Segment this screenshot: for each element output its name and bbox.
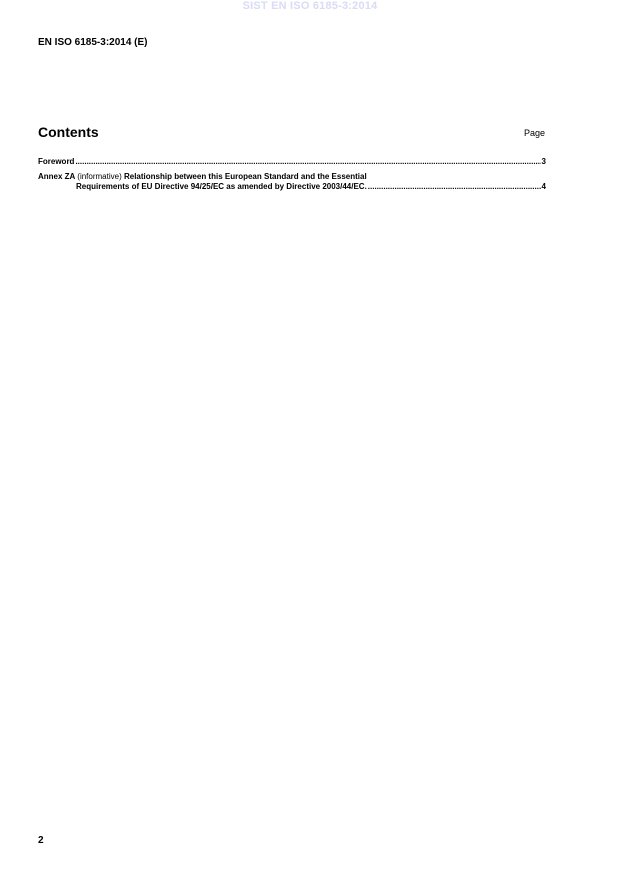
toc-entry-line1[interactable]	[38, 172, 367, 182]
dot-leader	[75, 157, 540, 167]
watermark: SIST EN ISO 6185-3:2014	[242, 0, 378, 12]
toc-entry-title[interactable]: Foreword	[38, 157, 75, 166]
toc-entry-annex-za[interactable]	[38, 172, 546, 192]
annex-title-line1: Relationship between this European Standard and the Essential	[123, 172, 367, 181]
dot-leader	[368, 182, 541, 192]
page-number: 2	[38, 835, 44, 846]
toc-entry-foreword[interactable]	[38, 157, 546, 167]
annex-type: (informative)	[77, 172, 122, 181]
annex-title-line2[interactable]: Requirements of EU Directive 94/25/EC as amended by Directive 2003/44/EC.	[76, 182, 367, 191]
contents-heading: Contents	[38, 124, 99, 140]
document-identifier: EN ISO 6185-3:2014 (E)	[38, 37, 148, 48]
page-column-label: Page	[523, 128, 545, 138]
toc-entry-page[interactable]: 4	[541, 182, 546, 191]
table-of-contents	[38, 157, 546, 197]
toc-entry-page[interactable]: 3	[541, 157, 546, 166]
annex-label: Annex ZA	[38, 172, 76, 181]
